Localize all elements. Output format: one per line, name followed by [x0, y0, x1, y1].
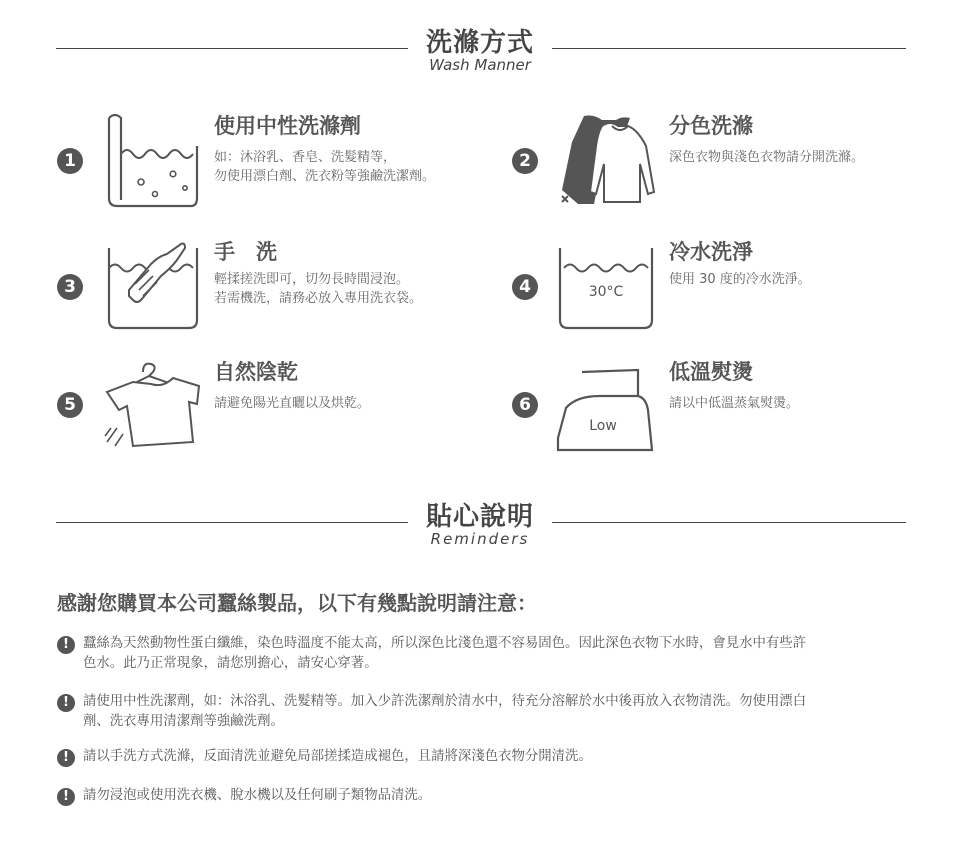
step-number: 5 — [57, 392, 83, 418]
exclamation-icon: ! — [57, 636, 75, 654]
item-title: 使用中性洗滌劑 — [214, 114, 361, 138]
note-line: 劑、洗衣專用清潔劑等強鹼洗劑。 — [83, 714, 284, 729]
iron-temperature-label: Low — [589, 418, 617, 434]
step-number: 2 — [512, 148, 538, 174]
item-title: 自然陰乾 — [214, 360, 298, 384]
reminder-note — [57, 692, 917, 736]
item-desc-line: 輕揉搓洗即可，切勿長時間浸泡。 — [214, 272, 410, 287]
care-item-separate-colors — [512, 112, 952, 222]
reminder-note — [57, 747, 917, 771]
note-line: 色水。此乃正常現象，請您別擔心，請安心穿著。 — [83, 656, 378, 671]
step-number: 1 — [57, 148, 83, 174]
garments-icon — [554, 112, 664, 208]
item-title: 手 洗 — [214, 240, 277, 264]
section-title: 貼心說明 — [425, 502, 534, 532]
temperature-label: 30°C — [588, 284, 624, 300]
reminders-intro: 感謝您購買本公司蠶絲製品，以下有幾點說明請注意： — [57, 591, 537, 615]
item-title: 低溫熨燙 — [669, 360, 753, 384]
exclamation-icon: ! — [57, 694, 75, 712]
care-item-low-iron — [512, 358, 952, 468]
item-desc-line: 如：沐浴乳、香皂、洗髮精等， — [214, 150, 397, 165]
note-line: 請勿浸泡或使用洗衣機、脫水機以及任何刷子類物品清洗。 — [83, 788, 432, 803]
step-number: 4 — [512, 274, 538, 300]
item-title: 冷水洗淨 — [669, 240, 753, 264]
exclamation-icon: ! — [57, 788, 75, 806]
step-number: 6 — [512, 392, 538, 418]
item-title: 分色洗滌 — [669, 114, 753, 138]
basin-icon — [101, 112, 201, 208]
care-item-cold-water — [512, 240, 952, 350]
item-desc-line: 請以中低溫蒸氣熨燙。 — [669, 396, 800, 411]
item-desc-line: 若需機洗，請務必放入專用洗衣袋。 — [214, 291, 423, 306]
item-desc-line: 使用 30 度的冷水洗淨。 — [669, 272, 811, 287]
note-line: 請使用中性洗潔劑，如：沐浴乳、洗髮精等。加入少許洗潔劑於清水中，待充分溶解於水中後再放入衣物清洗。勿使用漂白 — [83, 694, 807, 709]
item-desc-line: 深色衣物與淺色衣物請分開洗滌。 — [669, 150, 865, 165]
reminders-header — [0, 500, 960, 550]
care-item-neutral-detergent — [57, 112, 497, 222]
item-desc-line: 請避免陽光直曬以及烘乾。 — [214, 396, 371, 411]
note-line: 蠶絲為天然動物性蛋白纖維，染色時溫度不能太高，所以深色比淺色還不容易固色。因此深色衣物下水時，會見水中有些許 — [83, 636, 807, 651]
section-subtitle: Reminders — [430, 530, 530, 548]
care-item-hand-wash — [57, 240, 497, 350]
section-title: 洗滌方式 — [425, 28, 534, 58]
note-line: 請以手洗方式洗滌，反面清洗並避免局部搓揉造成褪色，且請將深淺色衣物分開清洗。 — [83, 749, 592, 764]
step-number: 3 — [57, 274, 83, 300]
reminder-note — [57, 786, 917, 810]
iron-icon — [552, 358, 662, 454]
item-desc-line: 勿使用漂白劑、洗衣粉等強鹼洗潔劑。 — [214, 169, 436, 184]
hanging-shirt-icon — [99, 358, 209, 454]
wash-manner-header — [0, 26, 960, 76]
care-item-air-dry — [57, 358, 497, 468]
hand-wash-icon — [101, 240, 201, 332]
exclamation-icon: ! — [57, 749, 75, 767]
section-subtitle: Wash Manner — [429, 56, 531, 74]
reminder-note — [57, 634, 917, 678]
